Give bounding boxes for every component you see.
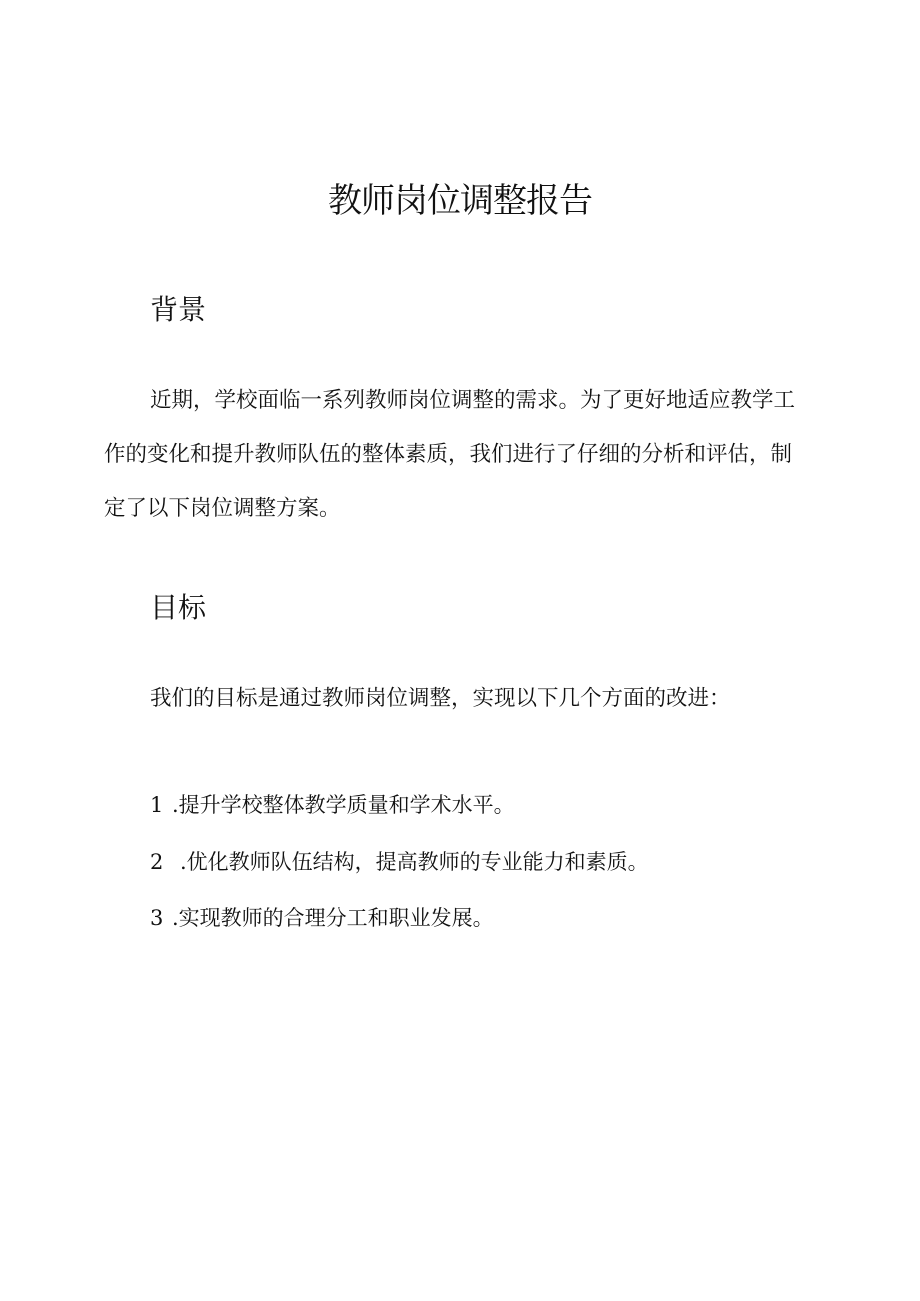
goals-intro-paragraph: 我们的目标是通过教师岗位调整，实现以下几个方面的改进： (150, 686, 731, 711)
goal-list-number: 3 (150, 906, 164, 930)
section-heading-background: 背景 (150, 293, 207, 326)
goal-list-text: .优化教师队伍结构，提高教师的专业能力和素质。 (180, 850, 649, 874)
document-title: 教师岗位调整报告 (328, 181, 592, 221)
goal-list-item (150, 903, 494, 933)
goal-list-text: .提升学校整体教学质量和学术水平。 (172, 793, 515, 817)
goal-list-number: 2 (150, 850, 164, 874)
goal-list-number: 1 (150, 793, 164, 817)
goal-list-text: .实现教师的合理分工和职业发展。 (172, 906, 494, 930)
section-heading-goals: 目标 (150, 591, 207, 624)
goal-list-item (150, 790, 515, 820)
background-paragraph: 近期，学校面临一系列教师岗位调整的需求。为了更好地适应教学工作的变化和提升教师队伍的整体素质，我们进行了仔细的分析和评估，制定了以下岗位调整方案。 (104, 388, 796, 521)
goal-list-item (150, 847, 649, 877)
